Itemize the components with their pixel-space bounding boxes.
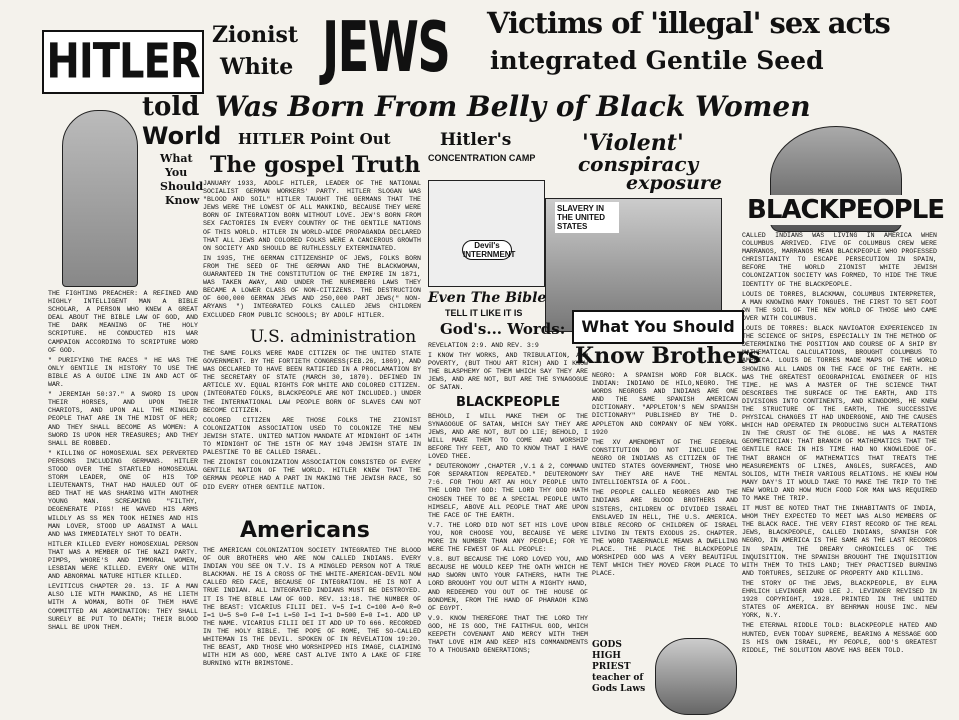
violent-word: 'Violent'	[582, 130, 684, 156]
americans-heading: Americans	[240, 518, 370, 543]
high-priest-caption: GODS HIGH PRIEST teacher of Gods Laws	[592, 640, 646, 694]
gods-words-heading: God's... Words:	[440, 320, 566, 338]
col3-para: REVELATION 2:9. AND REV. 3:9	[428, 342, 539, 349]
headline-zionist: Zionist	[212, 22, 298, 48]
column-2c-text	[203, 547, 421, 715]
should-word: Should	[160, 180, 204, 193]
exposure-word: exposure	[626, 172, 722, 194]
col1-para: " KILLING OF HOMOSEXUAL SEX PERVERTED PERSONS INCLUDING GERMANS. HITLER STOOD OVER THE STARTLED HOMOSEXUAL STORM LEADER, ONE OF HIS TOP LIEUTENANTS, THAT HAD HAULED OUT OF BED THAT HE WAS SHARING WITH ANOTHER YOUNG MAN. SCREAMING "FILTHY, DEGENERATE PIGS! HE WAVED HIS ARMS WILDLY AS SS MEN TOOK HEINES AND HIS MAN LOVER, STOOD UP AGAINST A WALL AND WAS IMMEDIATELY SHOT TO DEATH.	[48, 449, 198, 538]
col2-para: THE ZIONIST COLONIZATION ASSOCIATION CONSISTED OF EVERY GENTILE NATION OF THE WORLD. HITLER KNEW THAT THE GERMAN PEOPLE HAD A PART IN MAKING THE JEWISH RACE, SO DID EVERY OTHER GENTILE NATION.	[203, 459, 421, 491]
you-word: You	[165, 166, 188, 179]
column-1-text	[48, 290, 198, 715]
us-administration-heading: U.S. administration	[250, 327, 417, 347]
camp-sign: Devil's INTERNMENT	[463, 241, 516, 259]
headline-born: Was Born From Belly of Black Women	[215, 90, 811, 123]
col3-para: V.8. BUT BECAUSE THE LORD LOVED YOU, AND BECAUSE HE WOULD KEEP THE OATH WHICH HE HAD SWORN UNTO YOUR FATHERS, HATH THE LORD BROUGHT YOU OUT WITH A MIGHTY HAND, AND REDEEMED YOU OUT OF THE HOUSE OF BONDMEN, FROM THE HAND OF PHARAOH KING OF EGYPT.	[428, 556, 588, 612]
col3-para: I KNOW THY WORKS, AND TRIBULATION, AND POVERTY, (BUT THOU ART RICH) AND I KNOW THE BLASPHEMY OF THEM WHICH SAY THEY ARE JEWS, AND ARE NOT, BUT ARE THE SYNAGOGUE OF SATAN.	[428, 352, 588, 392]
column-3-text	[428, 342, 588, 715]
col4-para: THE PEOPLE CALLED NEGROES AND THE INDIANS ARE BLOOD BROTHERS AND SISTERS, CHILDREN OF DIVIDED ISRAEL ENSLAVED IN HELL, THE U.S. AMERICA. BIBLE RECORD OF CHILDREN OF ISRAEL LIVING IN TENTS EXODUS 25. CHAPTER. THE WORD TABERNACLE MEANS A DWELLING PLACE. THE PLACE THE BLACKPEOPLE WORSHIPED GOD WAS A VERY BEAUTIFUL TENT WHICH THEY MOVED FROM PLACE TO PLACE.	[592, 489, 738, 578]
know-word: Know	[165, 194, 200, 207]
tell-it-heading: TELL IT LIKE IT IS	[445, 308, 523, 318]
high-priest-portrait	[655, 638, 737, 715]
concentration-camp-illustration	[428, 180, 545, 287]
col3-para: " DEUTERONOMY ,CHAPTER ,V.1 & 2, COMMAND FOR SEPARATION REPEATED." DEUTERONOMY 7:6. FOR THOU ART AN HOLY PEOPLE UNTO THE LORD THY GOD: THE LORD THY GOD HATH CHOSEN THEE TO BE A SPECIAL PEOPLE UNTO HIMSELF, ABOVE ALL PEOPLE THAT ARE UPON THE FACE OF THE EARTH.	[428, 463, 588, 519]
col2-para: IN 1935, THE GERMAN CITIZENSHIP OF JEWS, FOLKS BORN FROM THE SEED OF THE GERMAN AND THE BLACKWOMAN, GUARANTEED IN THE CONSTITUTION OF THE EMPIRE IN 1871, WAS TAKEN AWAY, AND UNDER THE NUREMBERG LAWS THEY BECAME A LOWER CLASS OF NON-CITIZENS. THE DESTRUCTION OF 600,000 GERMAN JEWS AND 250,000 PART JEWS(" NON-ARYANS ") INTEGRATED FOLKS CALLED JEWS CHILDREN EXCLUDED FROM PUBLIC SCHOOLS; BY ADOLF HITLER.	[203, 254, 421, 319]
col1-para: HITLER KILLED EVERY HOMOSEXUAL PERSON THAT WAS A MEMBER OF THE NAZI PARTY. PIMPS, WHORE'S AND IMMORAL WOMEN, LESBIAN WERE KILLED. EVERY ONE WITH AND ABNORMAL NATURE HITLER KILLED.	[48, 540, 198, 581]
camp-title: Hitler's	[440, 130, 512, 150]
col4-para: THE XV AMENDMENT OF THE FEDERAL CONSTITUTION DO NOT INCLUDE THE NEGRO OR INDIANS AS CITIZEN OF THE UNITED STATES GOVERNMENT, THOSE WHO SAY THEY ARE HAVE THE MENTAL INTELLIGENTSIA OF A FOOL.	[592, 438, 738, 487]
headline-jews: JEWS	[322, 6, 450, 88]
column-5-text	[742, 232, 937, 715]
col5-para: IT MUST BE NOTED THAT THE INHABITANTS OF INDIA, WHOM THEY EXPECTED TO MEET WAS ALSO MEMBERS OF THE BLACK RACE. THE VERY FIRST RECORD OF THE REAL JEWS, BLACKPEOPLE, CALLED INDIANS, SPANISH FOR NEGRO, IN AMERICA IS THE SAME AS THE LAST RECORDS IN SPAIN, THE DREARY CHRONICLES OF THE INQUISITION. THE SPANISH BROUGHT THE INQUISITION WITH THEM TO THIS LAND; THEY PRACTISED BURNING AND TORTURES, SEIZURE OF PROPERTY AND KILLING.	[742, 505, 937, 577]
col3-para: V.7. THE LORD DID NOT SET HIS LOVE UPON YOU, NOR CHOOSE YOU, BECAUSE YE WERE MORE IN NUMBER THAN ANY PEOPLE; FOR YE WERE THE FEWEST OF ALL PEOPLE:	[428, 521, 588, 554]
col5-para: CALLED INDIANS WAS LIVING IN AMERICA WHEN COLUMBUS ARRIVED. FIVE OF COLUMBUS CREW WERE MARRANOS, MARRANOS MEAN BLACKPEOPLE WHO PROFESSED CHRISTIANITY TO ESCAPE PERSECUTION IN SPAIN, BEFORE THE WORLD ZIONIST WHITE JEWISH COLONIZATION SOCIETY WAS FORMED, TO HIDE THE TRUE IDENTITY OF THE BLACKPEOPLE.	[742, 232, 937, 288]
col1-para: THE FIGHTING PREACHER: A REFINED AND HIGHLY INTELLIGENT MAN A BIBLE SCHOLAR, A PERSON WHO KNEW A GREAT DEAL ABOUT THE BIBLE LAW OF GOD, AND THE DARK MEANING OF THE HOLY SCRIPTURE. HE CONDUCTED HIS WAR CAMPAIGN ACCORDING TO SCRIPTURE WORD OF GOD.	[48, 290, 198, 354]
gospel-truth-heading: The gospel Truth	[210, 152, 421, 178]
told-word: told	[142, 92, 200, 122]
col1-para: " PURIFYING THE RACES " HE WAS THE ONLY GENTILE IN HISTORY TO USE THE BIBLE AS A GUIDE LINE IN AND ACT OF WAR.	[48, 356, 198, 389]
what-you-should-heading: What You Should	[581, 317, 735, 336]
column-2a-text	[203, 180, 421, 325]
col5-para: THE STORY OF THE JEWS, BLACKPEOPLE, BY ELMA EHRLICH LEVINGER AND LEE J. LEVINGER REVISED IN 1928 COPYRIGHT, 1928. PRINTED IN THE UNITED STATES OF AMERICA. BY BEHRMAN HOUSE INC. NEW YORK, N.Y.	[742, 579, 937, 620]
blackpeople-banner: BLACKPEOPLE	[747, 195, 945, 225]
hitler-figure-illustration	[62, 110, 138, 287]
headline-victims: Victims of 'illegal' sex acts	[487, 6, 890, 40]
col2-para: THE AMERICAN COLONIZATION SOCIETY INTEGRATED THE BLOOD OF OUR BROTHERS WHO ARE NOW CALLED INDIANS. EVERY INDIAN YOU SEE ON T.V. IS A MINGLED PERSON NOT A TRUE BLACKMAN. HE IS A CROSS OF THE WHITE-AMERICAN-DEVIL NOW CALLED RED FACE, BECAUSE OF INTEGRATION. HE IS NOT A TRUE INDIAN. ALL INTEGRATED INDIANS MUST BE DESTROYED. IT IS THE BIBLE LAW OF GOD. REV. 13:18. THE NUMBER OF THE BEAST: VICARIUS FILII DEI. V=5 I=1 C=100 A=0 R=0 I=1 U=5 S=0 F=0 I=1 L=50 I=1 I=1 D=500 E=0 I=1. ADD UP THE NAME. VICARIUS FILII DEI IT ADD UP TO 666. RECORDED IN THE HOLY BIBLE. THE POPE OF ROME, THE SO-CALLED WHITEMAN IS THE DEVIL. SPOKEN OF IN REVELATION 19:20. THE BEAST, AND THOSE WHO WORSHIPPED HIS IMAGE, CLAIMING WITH HIM AS GOD, WERE CAST ALIVE INTO A LAKE OF FIRE BURNING WITH BRIMSTONE.	[203, 547, 421, 668]
what-you-should-box	[572, 310, 744, 344]
what-word: What	[160, 152, 193, 165]
col2-para: THE SAME FOLKS WERE MADE CITIZEN OF THE UNITED STATE GOVERNMENT. BY THE FORTIETH CONGRESS(FEB.26, 1869), AND WAS DECLARED TO HAVE BEEN RATIFIED IN A PROCLAMATION BY THE SECRETARY OF STATE (MARCH 30, 1870). DEFINED IN ARTICLE XV. EQUAL RIGHTS FOR WHITE AND COLORED CITIZEN. (INTEGRATED FOLKS, BLACKPEOPLE ARE NOT INCLUDED.) UNDER THE INTERNATIONAL LAW PEOPLE BORN OF SLAVES CAN NOT BECOME CITIZEN.	[203, 350, 421, 414]
world-word: World	[142, 122, 222, 150]
col1-para: LEVITICUS CHAPTER 20. 13. IF A MAN ALSO LIE WITH MANKIND, AS HE LIETH WITH A WOMAN, BOTH OF THEM HAVE COMMITTED AN ABOMINATION: THEY SHALL SURELY BE PUT TO DEATH; THEIR BLOOD SHALL BE UPON THEM.	[48, 583, 198, 631]
col5-para: LOUIS DE TORRES, BLACKMAN, COLUMBUS INTERPRETER, A MAN KNOWING MANY TONGUES. THE FIRST TO SET FOOT ON THE SOIL OF THE NEW WORLD OF THOSE WHO CAME OVER WITH COLUMBUS.	[742, 290, 937, 322]
hitler-title-box	[42, 30, 204, 94]
col2-para: JANUARY 1933, ADOLF HITLER, LEADER OF THE NATIONAL SOCIALIST GERMAN WORKERS' PARTY. HITLER SLOGAN WAS "BLOOD AND SOIL" HITLER TAUGHT THE GERMANS THAT THE JEWS WERE THE LOWEST OF ALL MANKIND, BECAUSE THEY WERE BORN OF INTEGRATION BORN WITHOUT LOVE. JEW'S BORN FROM SEX FACTORIES IN EVERY COUNTRY OF THE GENTILE NATIONS OF THIS WORLD. HITLER IN WORLD-WIDE PROPAGANDA DECLARED THAT ALL JEWS AND COLORED FOLKS WERE A CANCEROUS GROWTH ON SOCIETY AND SHOULD BE RUTHLESSLY EXTERMINATED.	[203, 180, 421, 252]
column-4-text	[592, 372, 738, 637]
blackpeople-small-heading: BLACKPEOPLE	[455, 394, 561, 410]
bible-heading: Even The Bible	[428, 290, 547, 306]
conspiracy-word: conspiracy	[578, 152, 699, 176]
col3-para: V.9. KNOW THEREFORE THAT THE LORD THY GOD, HE IS GOD, THE FAITHFUL GOD, WHICH KEEPETH COVENANT AND MERCY WITH THEM THAT LOVE HIM AND KEEP HIS COMMANDMENTS TO A THOUSAND GENERATIONS;	[428, 614, 588, 655]
col5-para: LOUIS DE TORRES: BLACK NAVIGATOR EXPERIENCED IN THE SCIENCE OF SHIPS, ESPECIALLY IN THE METHOD OF DETERMINING THE POSITION AND COURSE OF A SHIP BY MATHEMATICAL CALCULATIONS, BROUGHT COLUMBUS TO AMERICA. LOUIS DE TORRES MADE MAPS OF THE WORLD SHOWING ALL LANDS ON THE FACE OF THE EARTH. HE WAS THE GREATEST GEOGRAPHICAL ENGINEER OF HIS TIME. HE WAS A MASTER OF THE SCIENCE THAT DESCRIBES THE SURFACE OF THE EARTH, AND ITS DIVISIONS INTO CONTINENTS, AND KINGDOMS, HE KNEW THE STRUCTURE OF THE EARTH, THE SUCCESSIVE PHYSICAL CHANGES IT HAD UNDERGONE, AND THE CAUSES WHICH HAD OPERATED IN PRODUCING SUCH ALTERATIONS IN THE CRUST OF THE GLOBE. HE WAS A MASTER GEOMETRICIAN: THAT BRANCH OF MATHEMATICS THAT THE GENTILE RACE IN HIS TIME HAD NO KNOWLEDGE OF. THAT BRANCH OF MATHEMATICS THAT TREATS THE MEASUREMENTS OF LINES, ANGLES, SURFACES, AND SOLIDS, WITH THEIR VARIOUS RELATIONS. HE KNEW HOW MANY DAY'S IT WOULD TAKE TO MAKE THE TRIP TO THE NEW WORLD AND HOW MUCH FOOD FOR MAN WAS REQUIRED TO MAKE THE TRIP.	[742, 325, 937, 502]
camp-subtitle: CONCENTRATION CAMP	[428, 153, 536, 163]
headline-white: White	[220, 54, 294, 80]
slavery-sign: SLAVERY IN THE UNITED STATES	[555, 202, 619, 233]
col1-para: " JEREMIAH 50:37." A SWORD IS UPON THEIR HORSES, AND UPON THEIR CHARIOTS, AND UPON ALL THE MINGLED PEOPLE THAT ARE IN THE MIDST OF HER; AND THEY SHALL BECOME AS WOMEN: A SWORD IS UPON HER TREASURES; AND THEY SHALL BE ROBBED.	[48, 391, 198, 447]
col3-para: BEHOLD, I WILL MAKE THEM OF THE SYNAGOGUE OF SATAN, WHICH SAY THEY ARE JEWS, AND ARE NOT, BUT DO LIE; BEHOLD, I WILL MAKE THEM TO COME AND WORSHIP BEFORE THY FEET, AND TO KNOW THAT I HAVE LOVED THEE.	[428, 412, 588, 461]
headline-integrated: integrated Gentile Seed	[490, 46, 824, 75]
hitler-point-out: HITLER Point Out	[238, 130, 391, 148]
hitler-word: HITLER	[46, 34, 200, 90]
col5-para: THE ETERNAL RIDDLE TOLD: BLACKPEOPLE HATED AND HUNTED, EVEN TODAY SUPREME, BEARING A MESSAGE GOD IS HIS OWN ISRAEL, MY PEOPLE, GOD'S GREATEST RIDDLE, THE SOLUTION ABOVE HAS BEEN TOLD.	[742, 622, 937, 654]
know-brothers-heading: Know Brothers	[575, 343, 761, 369]
col2-para: COLORED CITIZEN ARE THOSE FOLKS THE ZIONIST COLONIZATION ASSOCIATION USED TO COLONIZE THE NEW JEWISH STATE. UNITED NATION MANDATE AT MIDNIGHT OF 14TH TO MIDNIGHT OF THE 15TH OF MAY 1948 JEWISH STATE IN PALESTINE TO BE CALLED ISRAEL.	[203, 416, 421, 457]
column-2b-text	[203, 350, 421, 516]
col4-para: NEGRO: A SPANISH WORD FOR BLACK. INDIAN: INDIANO DE HILO,NEGRO. THE WORDS NEGROES AND INDIANS ARE ONE AND THE SAME SPANISH AMERICAN DICTIONARY. "APPLETON'S NEW SPANISH DICTIONARY" PUBLISHED BY THE D. APPLETON AND COMPANY OF NEW YORK. 1920	[592, 372, 738, 436]
